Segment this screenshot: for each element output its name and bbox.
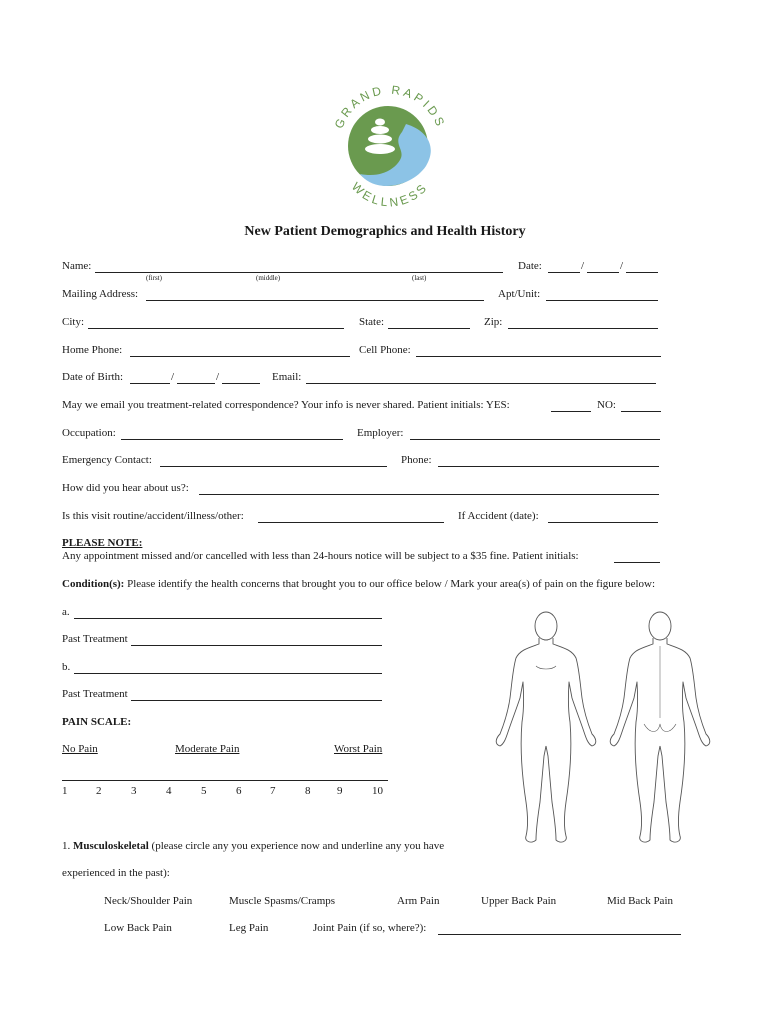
worst-pain-label: Worst Pain: [334, 743, 383, 755]
logo-stone: [371, 126, 389, 134]
apt-input[interactable]: [546, 300, 658, 301]
condition-a-label: a.: [62, 606, 70, 618]
pain-scale-2[interactable]: 2: [96, 785, 102, 797]
conditions-line: [62, 578, 655, 591]
logo-top-text: GRAND RAPIDS: [331, 82, 449, 131]
note-heading: PLEASE NOTE:: [62, 537, 143, 549]
condition-b-label: b.: [62, 661, 71, 673]
musculoskeletal-number: 1.: [62, 840, 71, 852]
occupation-input[interactable]: [121, 439, 343, 440]
conditions-label: Condition(s):: [62, 578, 125, 590]
past-treatment-2-input[interactable]: [131, 700, 382, 701]
joint-pain-where-input[interactable]: [438, 934, 681, 935]
emergency-phone-input[interactable]: [438, 466, 659, 467]
dob-label: Date of Birth:: [62, 371, 124, 383]
visit-input[interactable]: [258, 522, 444, 523]
musculoskeletal-label: Musculoskeletal: [73, 840, 149, 852]
symptom-joint-pain[interactable]: Joint Pain (if so, where?):: [313, 922, 427, 934]
date-separator: /: [620, 260, 624, 272]
pain-scale-line[interactable]: [62, 780, 388, 781]
home-phone-label: Home Phone:: [62, 344, 123, 356]
state-label: State:: [359, 316, 385, 328]
note-text: Any appointment missed and/or cancelled with less than 24-hours notice will be subject to a $35 fine. Patient initials:: [62, 550, 579, 562]
dob-separator: /: [216, 371, 220, 383]
accident-label: If Accident (date):: [458, 510, 539, 522]
dob-year-input[interactable]: [222, 383, 260, 384]
symptom-upper-back-pain[interactable]: Upper Back Pain: [481, 895, 557, 907]
musculoskeletal-text: (please circle any you experience now and underline any you have: [151, 840, 445, 852]
cell-phone-label: Cell Phone:: [359, 344, 411, 356]
zip-input[interactable]: [508, 328, 658, 329]
city-label: City:: [62, 316, 85, 328]
logo: [322, 80, 458, 216]
date-day-input[interactable]: [587, 272, 619, 273]
symptom-leg-pain[interactable]: Leg Pain: [229, 922, 269, 934]
emergency-input[interactable]: [160, 466, 387, 467]
email-label: Email:: [272, 371, 302, 383]
first-hint: (first): [146, 274, 162, 282]
pain-scale-9[interactable]: 9: [337, 785, 343, 797]
emergency-label: Emergency Contact:: [62, 454, 152, 466]
date-separator: /: [581, 260, 585, 272]
email-input[interactable]: [306, 383, 656, 384]
pain-scale-6[interactable]: 6: [236, 785, 242, 797]
home-phone-input[interactable]: [130, 356, 350, 357]
musculoskeletal-text-2: experienced in the past):: [62, 867, 170, 879]
employer-input[interactable]: [410, 439, 660, 440]
body-figures-svg[interactable]: [488, 606, 718, 846]
date-label: Date:: [518, 260, 542, 272]
accident-input[interactable]: [548, 522, 658, 523]
pain-scale-7[interactable]: 7: [270, 785, 276, 797]
hear-input[interactable]: [199, 494, 659, 495]
dob-day-input[interactable]: [177, 383, 215, 384]
page-title: New Patient Demographics and Health History: [244, 224, 526, 239]
email-consent-no-label: NO:: [597, 399, 616, 411]
date-month-input[interactable]: [548, 272, 580, 273]
name-label: Name:: [62, 260, 92, 272]
city-input[interactable]: [88, 328, 344, 329]
middle-hint: (middle): [256, 274, 281, 282]
logo-stone: [368, 135, 392, 144]
body-figure-front[interactable]: [496, 612, 596, 842]
state-input[interactable]: [388, 328, 470, 329]
mailing-label: Mailing Address:: [62, 288, 139, 300]
no-pain-label: No Pain: [62, 743, 98, 755]
pain-scale-10[interactable]: 10: [372, 785, 383, 797]
condition-b-input[interactable]: [74, 673, 382, 674]
name-input[interactable]: [95, 272, 503, 273]
symptom-low-back-pain[interactable]: Low Back Pain: [104, 922, 172, 934]
pain-scale-heading: PAIN SCALE:: [62, 716, 132, 728]
email-consent-label: May we email you treatment-related correspondence? Your info is never shared. Patient initials: YES:: [62, 399, 510, 411]
employer-label: Employer:: [357, 427, 404, 439]
musculoskeletal-line: [62, 840, 444, 853]
body-figure-back[interactable]: [610, 612, 710, 842]
pain-scale-4[interactable]: 4: [166, 785, 172, 797]
date-year-input[interactable]: [626, 272, 658, 273]
email-consent-yes-input[interactable]: [551, 411, 591, 412]
past-treatment-1-input[interactable]: [131, 645, 382, 646]
symptom-neck-shoulder-pain[interactable]: Neck/Shoulder Pain: [104, 895, 193, 907]
logo-stone: [365, 144, 395, 154]
zip-label: Zip:: [484, 316, 503, 328]
mailing-input[interactable]: [146, 300, 484, 301]
cell-phone-input[interactable]: [416, 356, 661, 357]
pain-scale-3[interactable]: 3: [131, 785, 137, 797]
symptom-muscle-spasms[interactable]: Muscle Spasms/Cramps: [229, 895, 336, 907]
note-initials-input[interactable]: [614, 562, 660, 563]
last-hint: (last): [412, 274, 427, 282]
body-figure-diagram[interactable]: [488, 606, 718, 846]
dob-separator: /: [171, 371, 175, 383]
logo-graphic: [322, 80, 458, 216]
logo-stone: [375, 119, 385, 126]
apt-label: Apt/Unit:: [498, 288, 541, 300]
hear-label: How did you hear about us?:: [62, 482, 189, 494]
emergency-phone-label: Phone:: [401, 454, 432, 466]
dob-month-input[interactable]: [130, 383, 170, 384]
symptom-mid-back-pain[interactable]: Mid Back Pain: [607, 895, 673, 907]
pain-scale-8[interactable]: 8: [305, 785, 311, 797]
conditions-text: Please identify the health concerns that brought you to our office below / Mark your area(s) of pain on the figure below:: [127, 578, 656, 590]
moderate-pain-label: Moderate Pain: [175, 743, 240, 755]
past-treatment-1-label: Past Treatment: [62, 633, 128, 645]
visit-label: Is this visit routine/accident/illness/other:: [62, 510, 244, 522]
pain-scale-5[interactable]: 5: [201, 785, 207, 797]
symptom-arm-pain[interactable]: Arm Pain: [397, 895, 440, 907]
pain-scale-1[interactable]: 1: [62, 785, 68, 797]
logo-bottom-text: WELLNESS: [348, 179, 431, 210]
occupation-label: Occupation:: [62, 427, 116, 439]
past-treatment-2-label: Past Treatment: [62, 688, 128, 700]
condition-a-input[interactable]: [74, 618, 382, 619]
email-consent-no-input[interactable]: [621, 411, 661, 412]
